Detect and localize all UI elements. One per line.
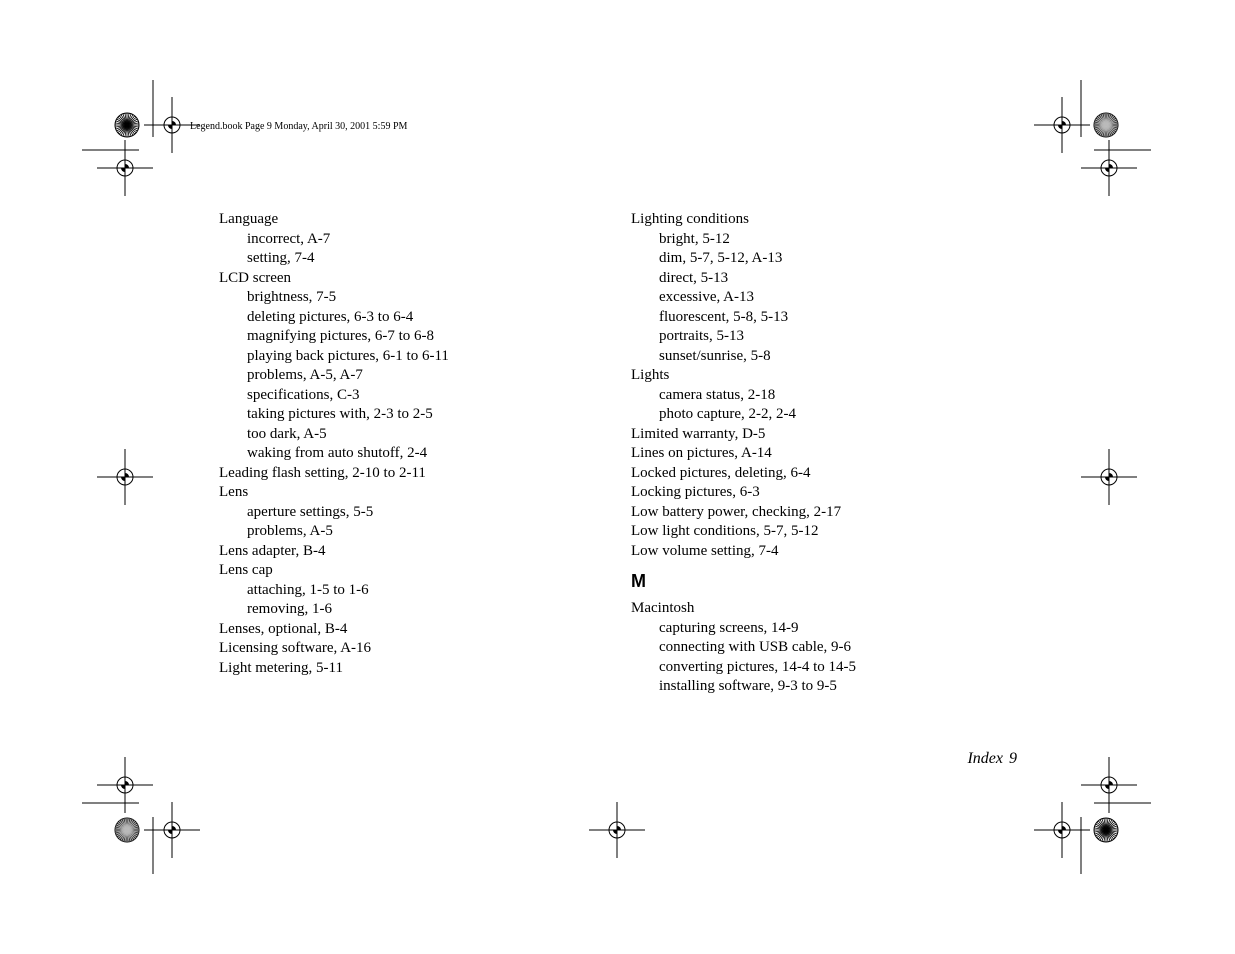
index-subentry: excessive, A-13 (659, 289, 754, 305)
index-subentry: portraits, 5-13 (659, 328, 744, 344)
index-entry: Lens adapter, B-4 (219, 542, 326, 559)
index-entry: Language (219, 211, 279, 227)
index-subentry: capturing screens, 14-9 (659, 619, 799, 636)
index-subentry: magnifying pictures, 6-7 to 6-8 (247, 328, 435, 344)
index-letter-heading: M (631, 571, 646, 591)
index-subentry: brightness, 7-5 (247, 289, 337, 305)
page-footer (967, 750, 1017, 768)
index-entry: Low battery power, checking, 2-17 (631, 503, 842, 520)
index-subentry: sunset/sunrise, 5-8 (659, 347, 771, 364)
index-entry: Lens (219, 484, 249, 500)
index-subentry: problems, A-5 (247, 523, 333, 539)
index-subentry: attaching, 1-5 to 1-6 (247, 581, 369, 598)
index-entry: Lens cap (219, 562, 273, 578)
index-subentry: photo capture, 2-2, 2-4 (659, 406, 797, 422)
index-subentry: installing software, 9-3 to 9-5 (659, 678, 837, 694)
color-target-mark (115, 818, 139, 842)
index-entry: Low light conditions, 5-7, 5-12 (631, 523, 819, 539)
registration-mark (1081, 757, 1137, 813)
index-subentry: camera status, 2-18 (659, 386, 776, 403)
index-subentry: dim, 5-7, 5-12, A-13 (659, 250, 783, 266)
registration-mark (97, 449, 153, 505)
book-header-slug: Legend.book Page 9 Monday, April 30, 2001 5:59 PM (190, 121, 408, 132)
index-subentry: taking pictures with, 2-3 to 2-5 (247, 406, 433, 422)
index-subentry: setting, 7-4 (247, 250, 315, 266)
registration-mark (97, 757, 153, 813)
index-subentry: bright, 5-12 (659, 230, 730, 247)
index-subentry: converting pictures, 14-4 to 14-5 (659, 658, 857, 675)
index-entry: Lenses, optional, B-4 (219, 620, 348, 637)
registration-mark (1081, 140, 1137, 196)
color-target-mark (1094, 113, 1118, 137)
index-entry: Lines on pictures, A-14 (631, 445, 772, 461)
index-subentry: playing back pictures, 6-1 to 6-11 (247, 347, 449, 364)
index-subentry: direct, 5-13 (659, 269, 729, 286)
color-target-mark (1094, 818, 1118, 842)
color-target-mark (115, 113, 139, 137)
index-subentry: waking from auto shutoff, 2-4 (247, 445, 428, 461)
index-column-right (631, 210, 856, 697)
index-subentry: too dark, A-5 (247, 425, 327, 442)
index-entry: Locked pictures, deleting, 6-4 (631, 464, 811, 481)
index-entry: Leading flash setting, 2-10 to 2-11 (219, 464, 426, 481)
index-entry: Light metering, 5-11 (219, 659, 343, 676)
registration-mark (1034, 97, 1090, 153)
index-column-left (219, 210, 449, 678)
registration-mark (144, 802, 200, 858)
index-subentry: deleting pictures, 6-3 to 6-4 (247, 308, 414, 325)
registration-mark (1034, 802, 1090, 858)
index-entry: Macintosh (631, 600, 695, 616)
index-entry: Licensing software, A-16 (219, 640, 372, 656)
index-subentry: incorrect, A-7 (247, 230, 331, 247)
index-entry: Limited warranty, D-5 (631, 425, 766, 442)
index-subentry: removing, 1-6 (247, 601, 332, 617)
index-entry: Lights (631, 367, 670, 383)
page-number: 9 (1009, 750, 1017, 767)
index-entry: LCD screen (219, 269, 292, 286)
index-subentry: problems, A-5, A-7 (247, 367, 363, 383)
index-entry: Lighting conditions (631, 211, 749, 227)
registration-mark (589, 802, 645, 858)
index-subentry: specifications, C-3 (247, 386, 360, 403)
index-subentry: fluorescent, 5-8, 5-13 (659, 308, 789, 325)
index-entry: Low volume setting, 7-4 (631, 542, 779, 559)
registration-mark (1081, 449, 1137, 505)
footer-label: Index (967, 750, 1003, 767)
registration-mark (97, 140, 153, 196)
index-subentry: aperture settings, 5-5 (247, 503, 374, 520)
index-subentry: connecting with USB cable, 9-6 (659, 639, 852, 655)
index-entry: Locking pictures, 6-3 (631, 484, 760, 500)
